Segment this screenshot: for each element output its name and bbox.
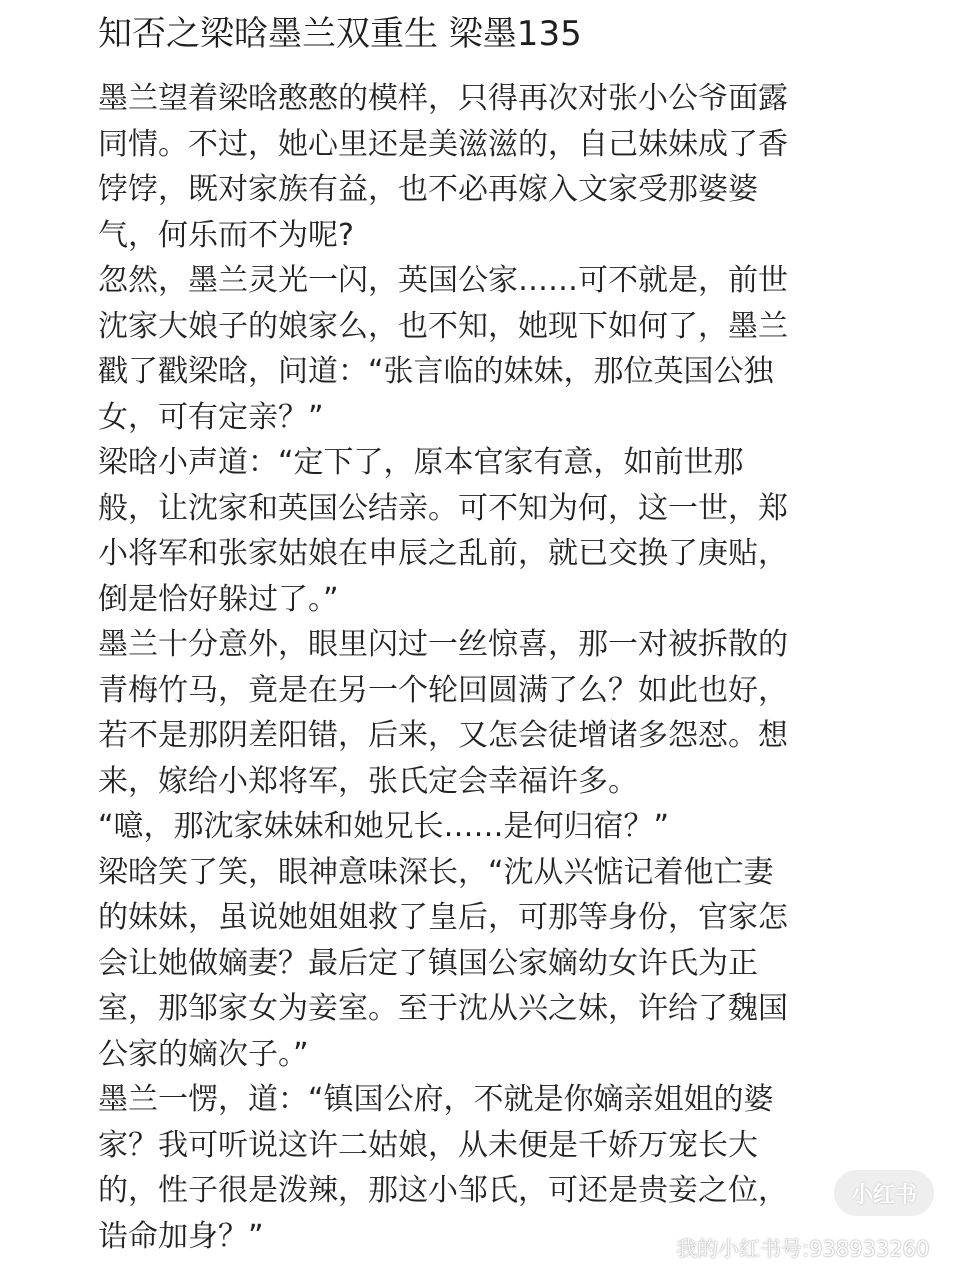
text-line: 墨兰十分意外，眼里闪过一丝惊喜，那一对被拆散的	[98, 627, 788, 662]
text-line: 忽然，墨兰灵光一闪，英国公家……可不就是，前世	[98, 263, 788, 298]
text-line: 的妹妹，虽说她姐姐救了皇后，可那等身份，官家怎	[98, 900, 788, 935]
text-line: 气，何乐而不为呢?	[98, 217, 354, 253]
text-line: 公家的嫡次子。”	[98, 1036, 309, 1072]
text-line: 般，让沈家和英国公结亲。可不知为何，这一世，郑	[98, 490, 788, 526]
body-text	[98, 76, 898, 1259]
account-id-watermark: 我的小红书号:938933260	[676, 1237, 930, 1261]
text-line: 青梅竹马，竟是在另一个轮回圆满了么？如此也好，	[98, 672, 788, 708]
text-line: 来，嫁给小郑将军，张氏定会幸福许多。	[98, 763, 638, 799]
text-line: 诰命加身？”	[98, 1218, 264, 1254]
xiaohongshu-logo-watermark: 小红书	[834, 1170, 934, 1216]
text-line: 墨兰一愣，道：“镇国公府，不就是你嫡亲姐姐的婆	[98, 1082, 774, 1117]
text-line: 沈家大娘子的娘家么，也不知，她现下如何了，墨兰	[98, 308, 788, 344]
text-line: 若不是那阴差阳错，后来，又怎会徒增诸多怨怼。想	[98, 718, 788, 753]
text-line: 饽饽，既对家族有益，也不必再嫁入文家受那婆婆	[98, 172, 758, 207]
page-title: 知否之梁晗墨兰双重生 梁墨135	[98, 14, 582, 54]
text-line: 梁晗笑了笑，眼神意味深长，“沈从兴惦记着他亡妻	[98, 854, 774, 890]
text-line: 家？我可听说这许二姑娘，从未便是千娇万宠长大	[98, 1127, 758, 1163]
text-line: 戳了戳梁晗，问道：“张言临的妹妹，那位英国公独	[98, 354, 774, 389]
text-line: 的，性子很是泼辣，那这小邹氏，可还是贵妾之位，	[98, 1173, 788, 1208]
text-line: 女，可有定亲？”	[98, 399, 324, 435]
text-line: 同情。不过，她心里还是美滋滋的，自己妹妹成了香	[98, 126, 788, 162]
text-line: 会让她做嫡妻？最后定了镇国公家嫡幼女许氏为正	[98, 945, 758, 981]
text-line: 墨兰望着梁晗憨憨的模样，只得再次对张小公爷面露	[98, 81, 788, 116]
text-line: 小将军和张家姑娘在申辰之乱前，就已交换了庚贴，	[98, 536, 788, 571]
text-line: 室，那邹家女为妾室。至于沈从兴之妹，许给了魏国	[98, 991, 788, 1026]
text-line: 梁晗小声道：“定下了，原本官家有意，如前世那	[98, 445, 744, 480]
text-line: 倒是恰好躲过了。”	[98, 581, 339, 617]
text-line: “噫，那沈家妹妹和她兄长……是何归宿？”	[98, 809, 670, 844]
